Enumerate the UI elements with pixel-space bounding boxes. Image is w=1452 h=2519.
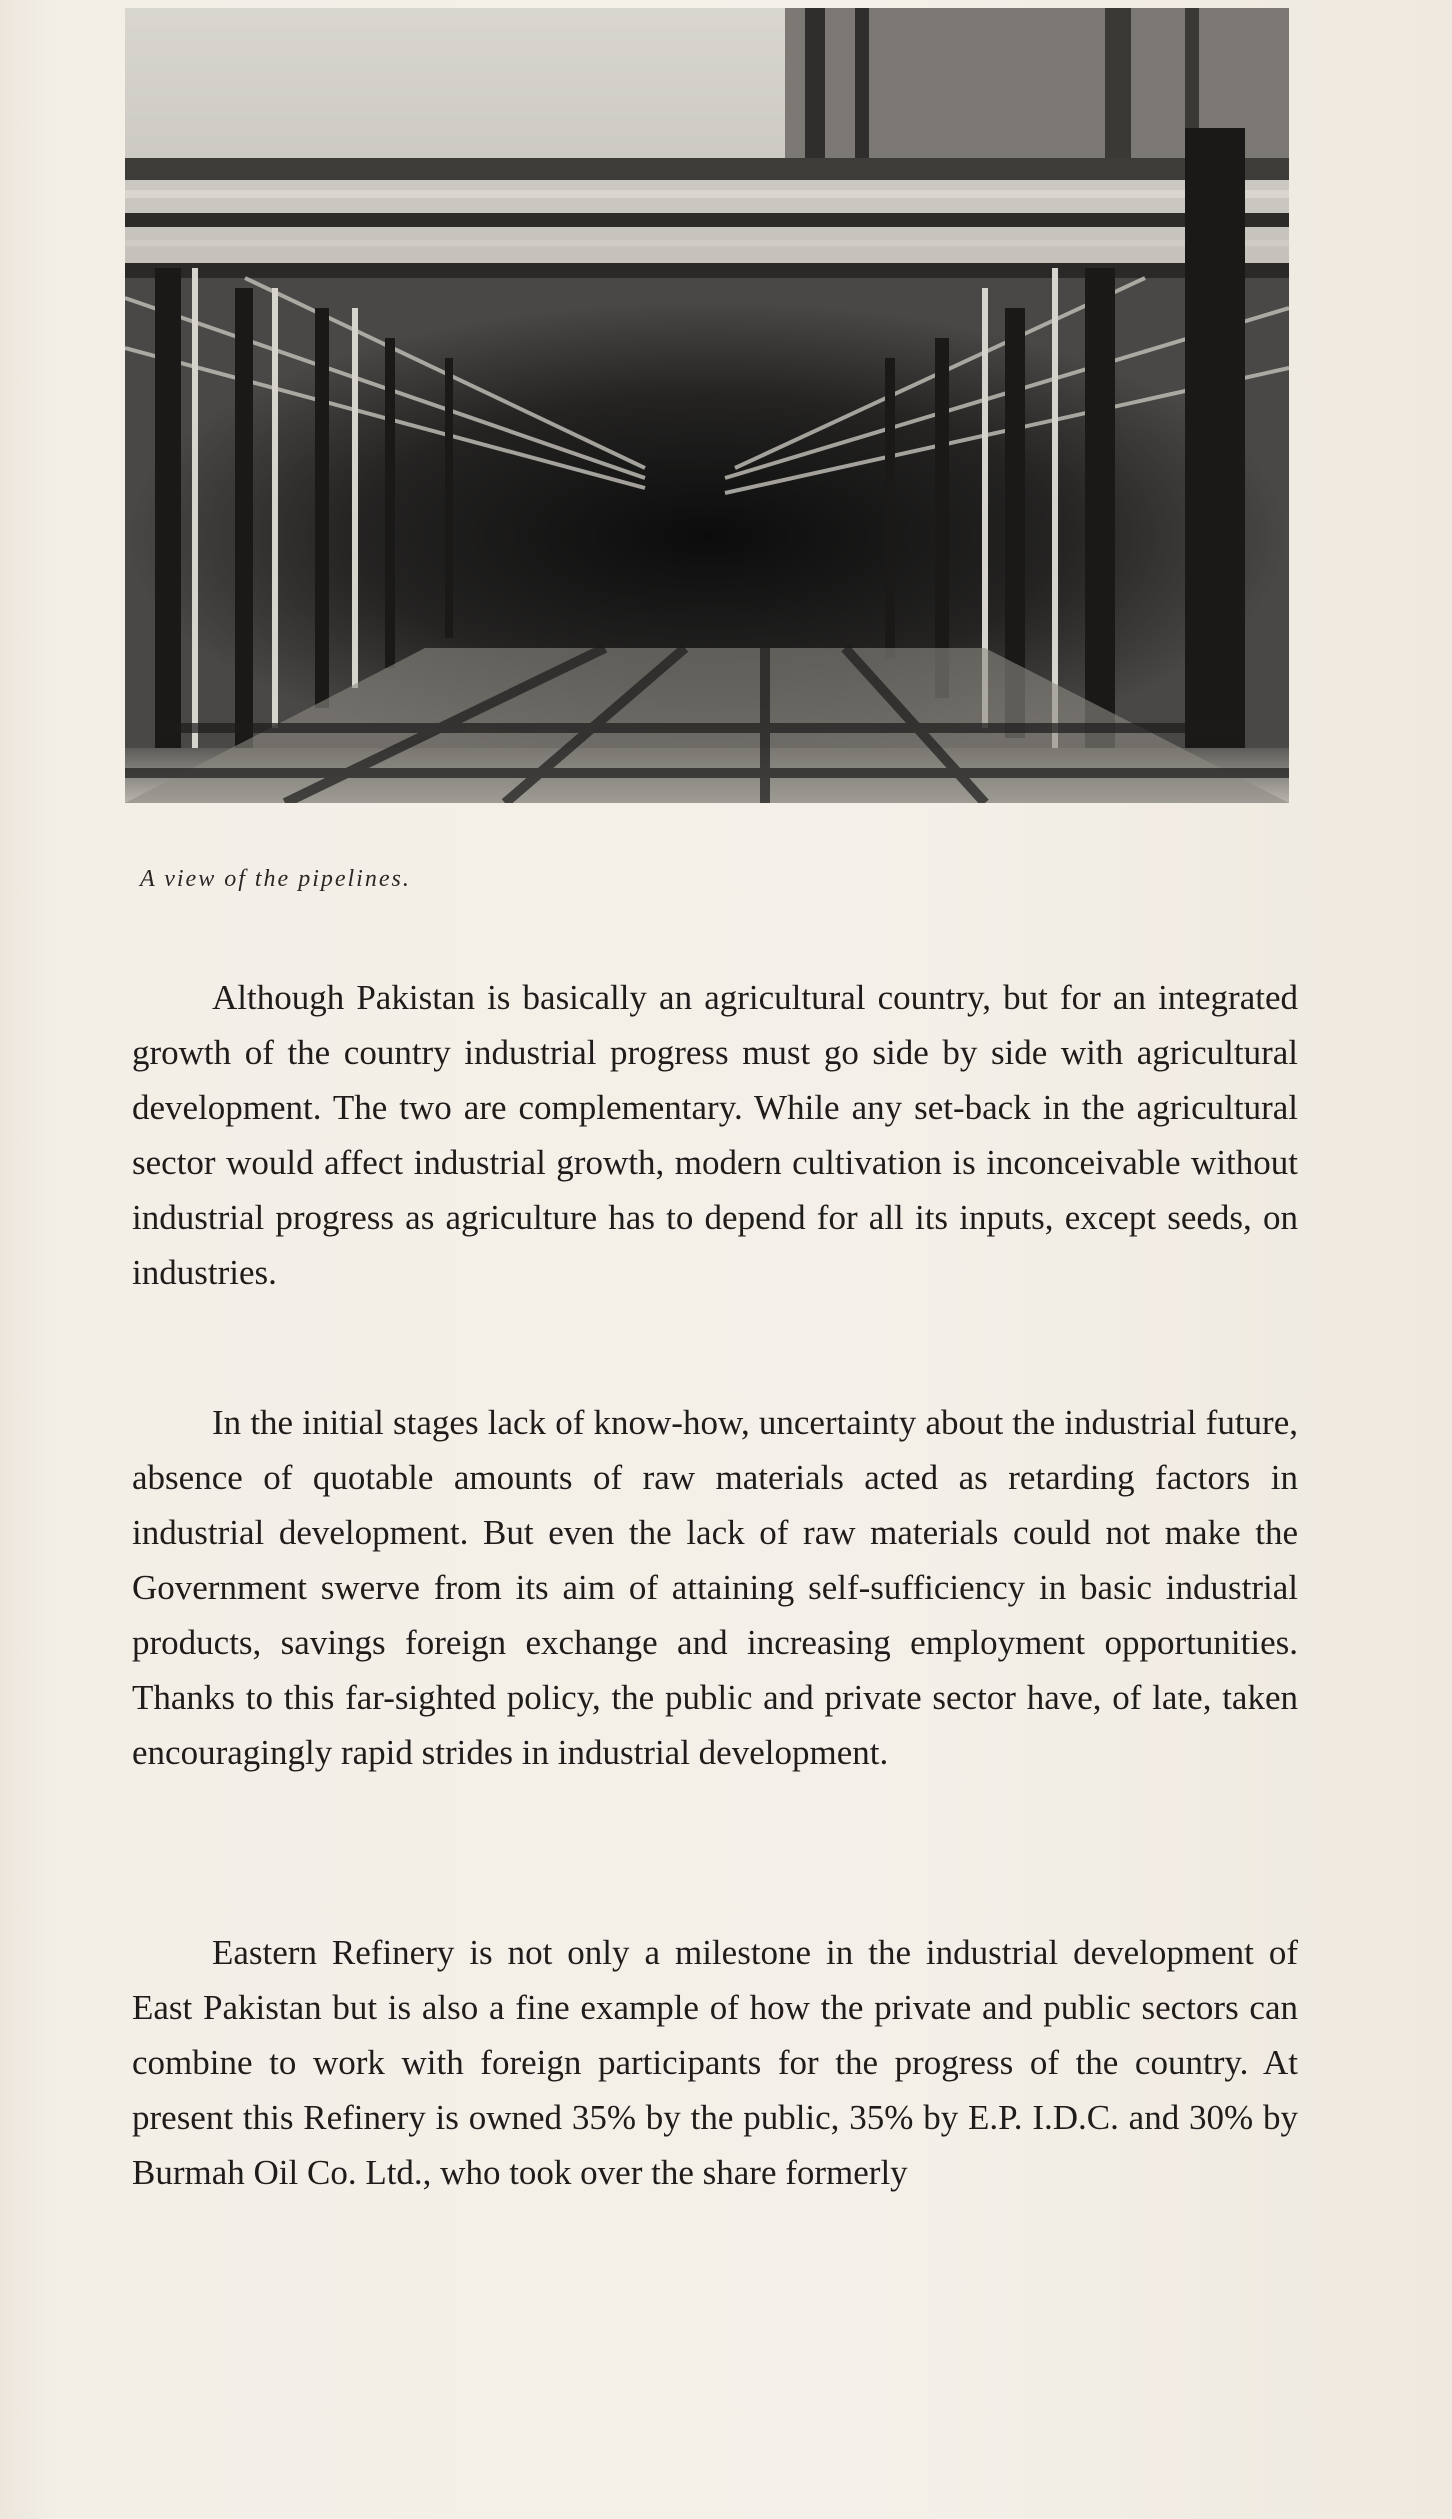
body-paragraph-2: In the initial stages lack of know-how, uncertainty about the industrial future, absence of quotable amounts of raw materials acted as retarding factors in industrial development. But even the lack of raw materials could not make the Government swerve from its aim of attaining self-sufficiency in basic industrial products, savings foreign exchange and increasing employment opportunities. Thanks to this far-sighted policy, the public and private sector have, of late, taken encouragingly rapid strides in industrial development. bbox=[132, 1403, 1298, 1772]
photo-caption: A view of the pipelines. bbox=[140, 866, 411, 892]
body-paragraph-3: Eastern Refinery is not only a milestone in the industrial development of East Pakistan but is also a fine example of how the private and public sectors can combine to work with foreign participants for the progress of the country. At present this Refinery is owned 35% by the public, 35% by E.P. I.D.C. and 30% by Burmah Oil Co. Ltd., who took over the share formerly bbox=[132, 1933, 1298, 2192]
pipelines-photo bbox=[125, 8, 1289, 803]
body-paragraph-1: Although Pakistan is basically an agricultural country, but for an integrated growth of the country industrial progress must go side by side with agricultural development. The two are complementary. While any set-back in the agricultural sector would affect industrial growth, modern cultivation is inconceivable without industrial progress as agriculture has to depend for all its inputs, except seeds, on industries. bbox=[132, 978, 1298, 1292]
pipelines-photo-image bbox=[125, 8, 1289, 803]
